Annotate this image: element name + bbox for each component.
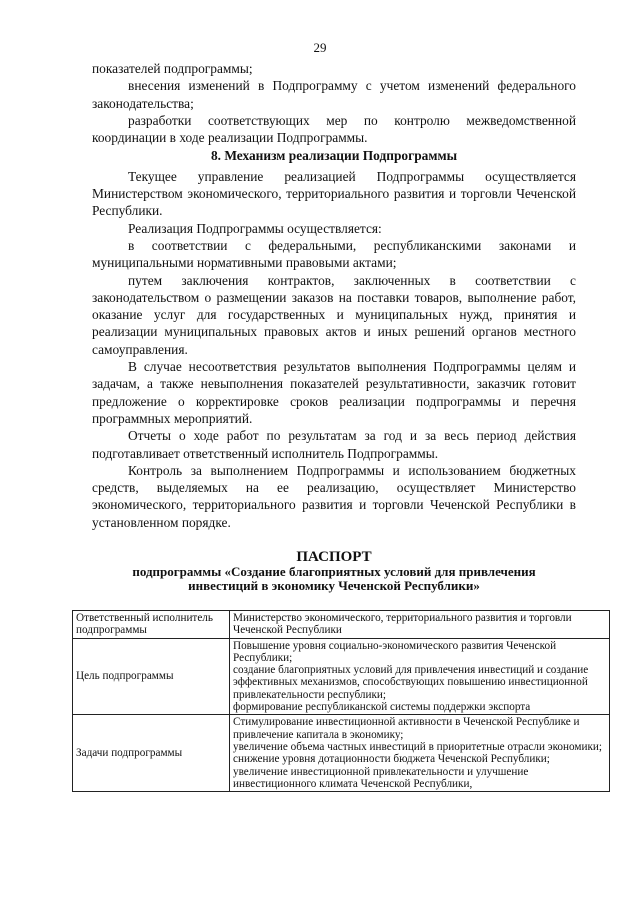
cell-line: Министерство экономического, территориального развития и торговли Чеченской Республики	[233, 612, 572, 637]
table-cell-label: Ответственный исполнитель подпрограммы	[73, 611, 230, 639]
cell-line: создание благоприятных условий для привлечения инвестиций и создание эффективных механизмов, способствующих повышению инвестиционной привлекательности республики;	[233, 664, 589, 701]
paragraph: Отчеты о ходе работ по результатам за год и за весь период действия подготавливает ответственный исполнитель Подпрограммы.	[92, 428, 576, 461]
table-row	[73, 611, 610, 639]
passport-table	[72, 610, 610, 792]
paragraph: Реализация Подпрограммы осуществляется:	[128, 220, 382, 236]
passport-header	[92, 549, 576, 593]
passport-title: ПАСПОРТ	[296, 549, 372, 565]
table-cell-value	[230, 715, 610, 792]
table-row	[73, 715, 610, 792]
cell-line: увеличение объема частных инвестиций в приоритетные отрасли экономики;	[233, 740, 602, 753]
passport-subtitle-line1: подпрограммы «Создание благоприятных условий для привлечения	[132, 564, 536, 579]
table-cell-value	[230, 638, 610, 715]
paragraph: внесения изменений в Подпрограмму с учетом изменений федерального законодательства;	[92, 78, 576, 111]
body-text	[92, 60, 576, 531]
cell-line: формирование республиканской системы поддержки экспорта	[233, 701, 531, 714]
page-number: 29	[313, 40, 327, 55]
cell-line: увеличение инвестиционной привлекательности и улучшение инвестиционного климата Чеченской Республики,	[233, 765, 529, 790]
cell-line: Повышение уровня социально-экономического развития Чеченской Республики;	[233, 639, 557, 664]
paragraph: Контроль за выполнением Подпрограммы и использованием бюджетных средств, выделяемых на ее реализацию, осуществляет Министерство экономического, территориального развития и торговли Чеченской Республики в установленном порядке.	[92, 462, 576, 530]
table-row	[73, 638, 610, 715]
paragraph: показателей подпрограммы;	[92, 61, 253, 76]
section-heading: 8. Механизм реализации Подпрограммы	[210, 148, 458, 164]
passport-subtitle-line2: инвестиций в экономику Чеченской Республики»	[188, 578, 480, 593]
cell-line: Стимулирование инвестиционной активности в Чеченской Республике и привлечение капитала в экономику;	[233, 716, 580, 741]
paragraph: разработки соответствующих мер по контролю межведомственной координации в ходе реализации Подпрограммы.	[92, 112, 576, 146]
table-cell-label: Задачи подпрограммы	[73, 715, 230, 792]
paragraph: путем заключения контрактов, заключенных в соответствии с законодательством о размещении заказов на поставки товаров, выполнение работ, оказание услуг для государственных и муниципальных нужд, принятия и реализации муниципальных правовых актов и иных решений органов местного самоуправления.	[92, 272, 576, 357]
cell-line: снижение уровня дотационности бюджета Чеченской Республики;	[233, 753, 550, 766]
paragraph: В случае несоответствия результатов выполнения Подпрограммы целям и задачам, а также невыполнения показателей результативности, заказчик готовит предложение о корректировке сроков реализации подпрограммы и перечня программных мероприятий.	[92, 359, 576, 426]
paragraph: в соответствии с федеральными, республиканскими законами и муниципальными нормативными правовыми актами;	[92, 237, 576, 271]
paragraph: Текущее управление реализацией Подпрограммы осуществляется Министерством экономического, территориального развития и торговли Чеченской Республики.	[92, 168, 576, 219]
table-cell-value	[230, 611, 610, 639]
table-cell-label: Цель подпрограммы	[73, 638, 230, 715]
